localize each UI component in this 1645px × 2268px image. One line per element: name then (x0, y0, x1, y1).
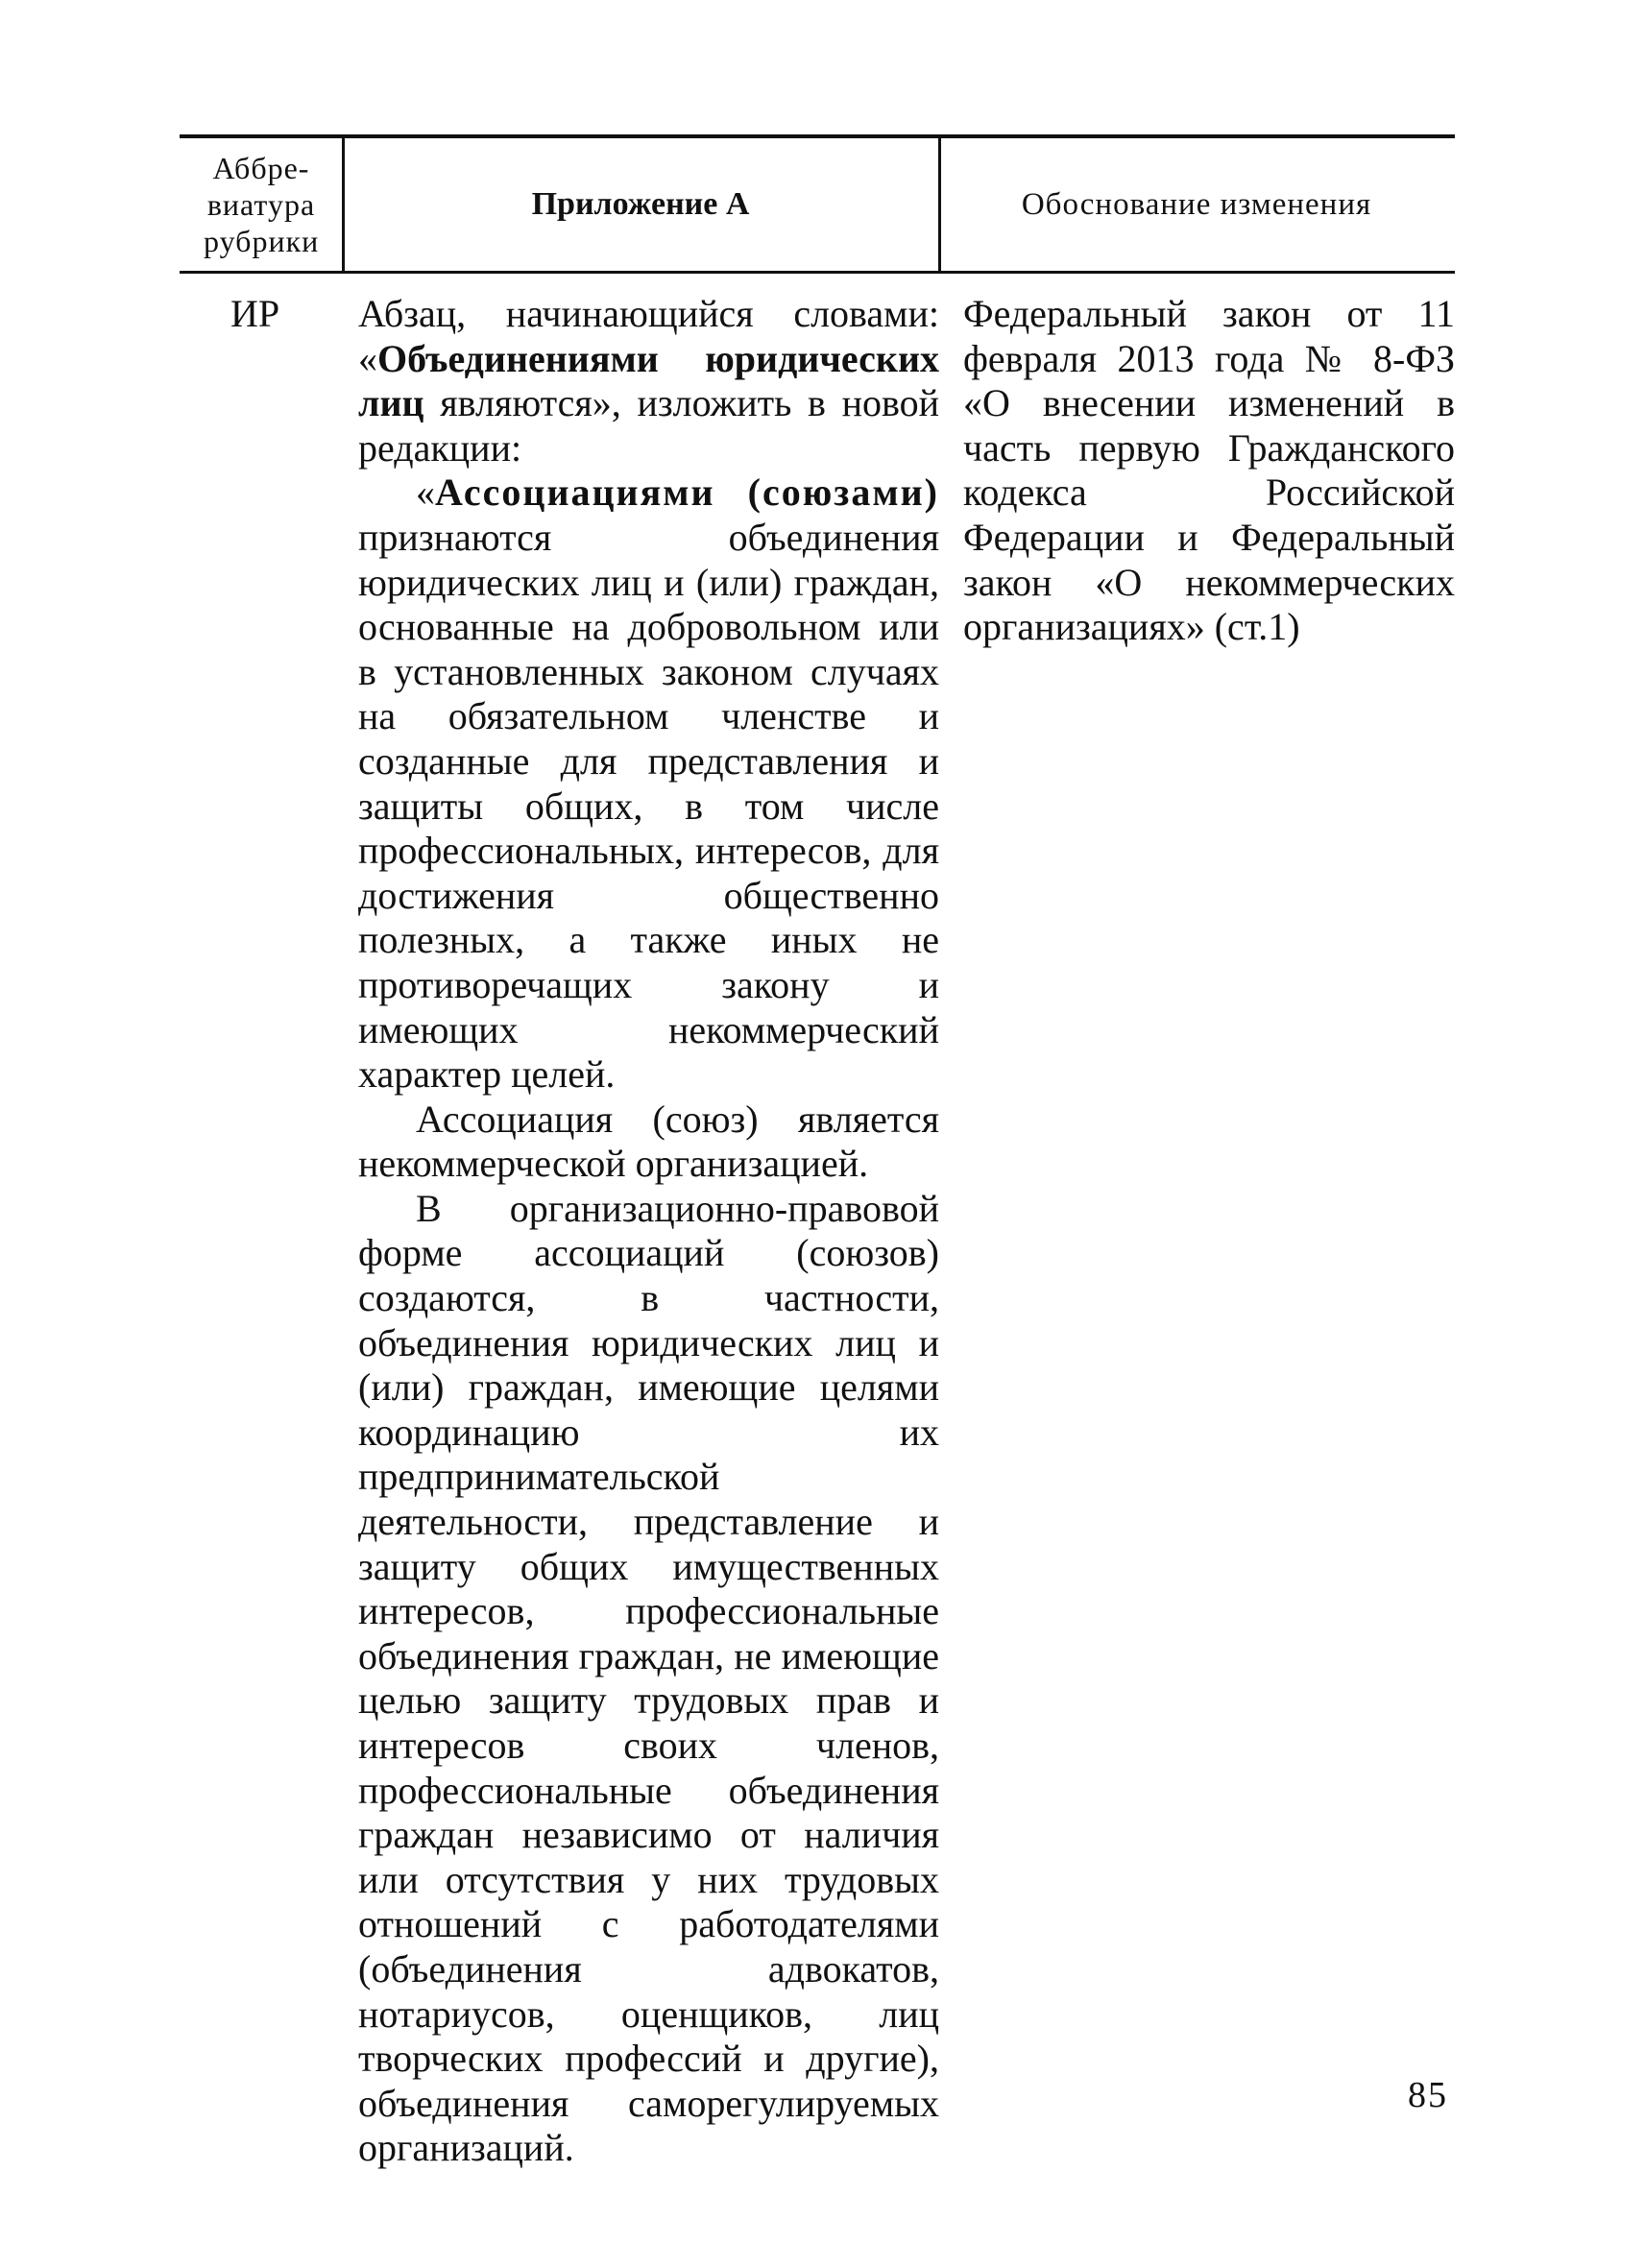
header-reason: Обоснование изменения (1021, 186, 1372, 222)
status-paragraph: Ассоциация (союз) является некоммерческой организацией. (358, 1097, 939, 1186)
definition-paragraph: «Ассоциациями (союзами) признаются объединения юридических лиц и (или) граждан, основанные на добровольном или в установленных законом случаях на обязательном членстве и созданные для представления и защиты общих, в том числе профессиональных, интересов, для достижения общественно полезных, а также иных не противоречащих закону и имеющих некоммерческий характер целей. (358, 470, 939, 1097)
appendix-text (358, 292, 939, 2171)
row-abbreviation: ИР (230, 292, 280, 335)
forms-paragraph: В организационно-правовой форме ассоциаций (союзов) создаются, в частности, объединения юридических лиц и (или) граждан, имеющие целями координацию их предпринимательской деятельности, представление и защиту общих имущественных интересов, профессиональные объединения граждан, не имеющие целью защиту трудовых прав и интересов своих членов, профессиональные объединения граждан независимо от наличия или отсутствия у них трудовых отношений с работодателями (объединения адвокатов, нотариусов, оценщиков, лиц творческих профессий и другие), объединения саморегулируемых организаций. (358, 1186, 939, 2170)
page-number: 85 (1408, 2075, 1448, 2115)
column-divider (938, 134, 941, 274)
column-divider (342, 134, 345, 274)
reason-text: Федеральный закон от 11 февраля 2013 года № 8-ФЗ «О внесении изменений в часть первую Гражданского кодекса Российской Федерации и Федеральный закон «О некоммерческих организациях» (ст.1) (963, 292, 1455, 649)
intro-paragraph: Абзац, начинающийся словами: «Объединениями юридических лиц являются», изложить в новой редакции: (358, 292, 939, 470)
table-header (180, 134, 1455, 274)
header-appendix: Приложение А (531, 186, 750, 222)
header-abbreviation: Аббре-виатура рубрики (204, 151, 320, 258)
